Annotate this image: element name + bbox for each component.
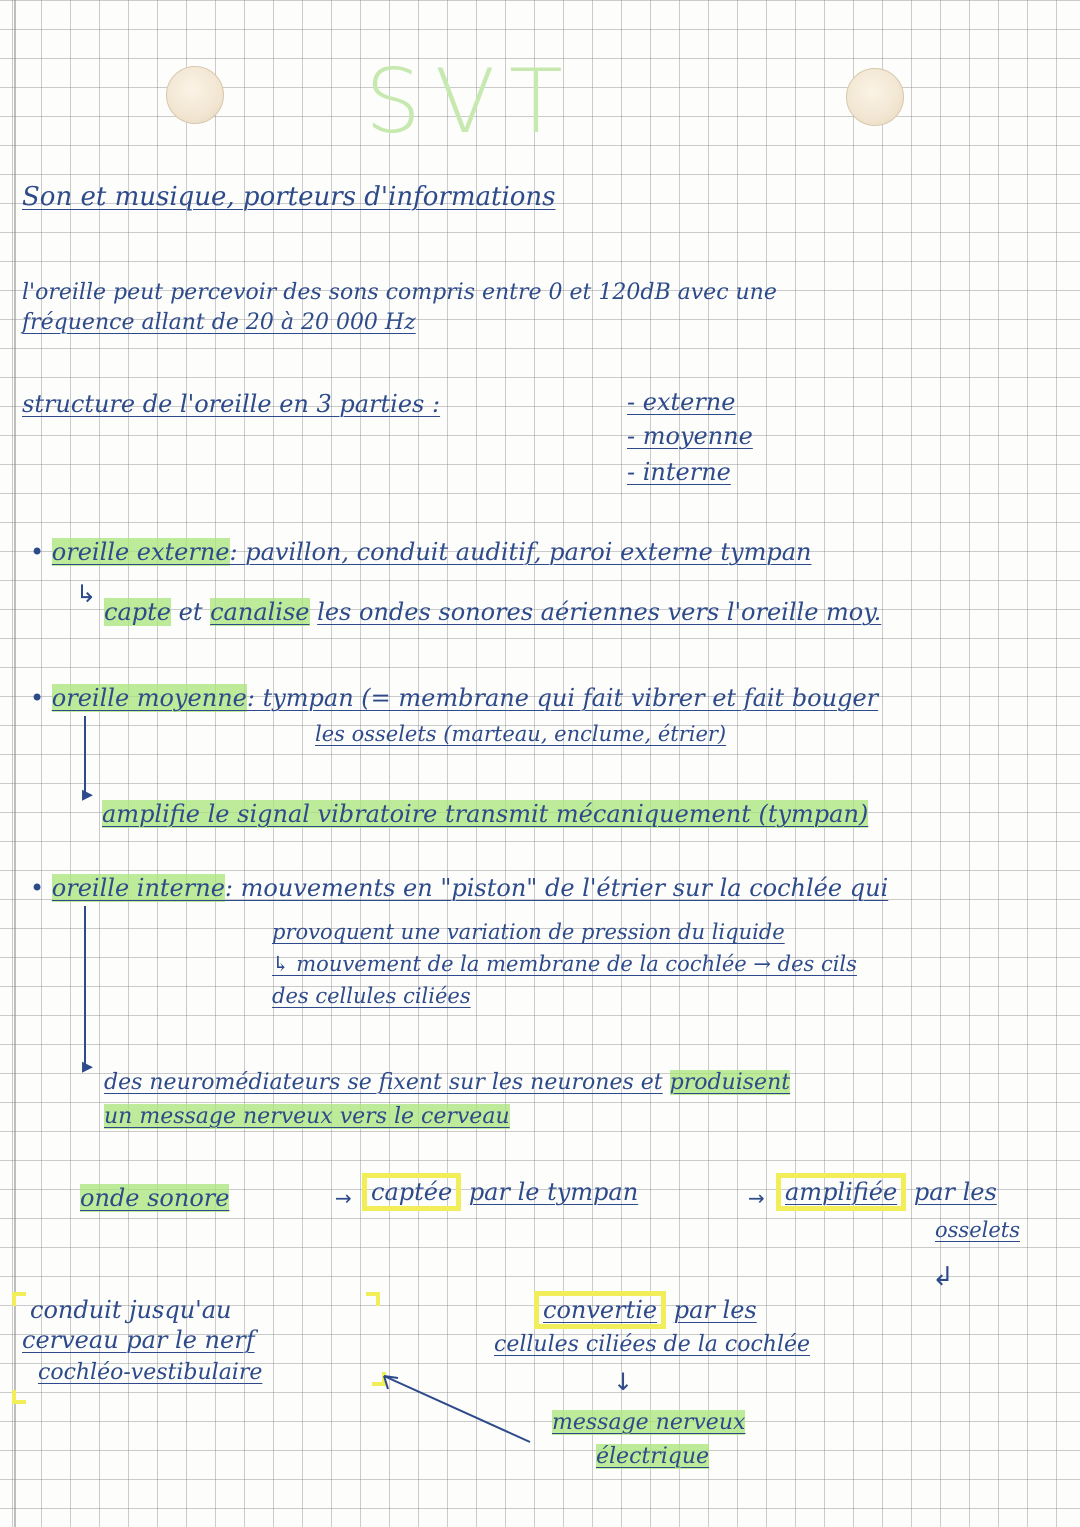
flow-step-convertie-box: convertie — [534, 1291, 666, 1329]
structure-part-moyenne: - moyenne — [627, 422, 753, 450]
interne-result-1a: des neuromédiateurs se fixent sur les neurones et — [104, 1070, 663, 1095]
intro-line-2: fréquence allant de 20 à 20 000 Hz — [22, 310, 416, 335]
interne-result-2-text: un message nerveux vers le cerveau — [104, 1104, 510, 1129]
flow-step-electrique — [596, 1444, 709, 1470]
section-heading: Son et musique, porteurs d'informations — [22, 182, 556, 212]
externe-arrow-icon: ↳ — [76, 580, 97, 608]
flow-step-onde-text: onde sonore — [80, 1184, 230, 1212]
bracket-bottom-left — [12, 1390, 26, 1404]
page-title: SVT — [365, 50, 577, 153]
externe-result — [104, 598, 881, 627]
flow-step-convertie-rest: par les — [673, 1296, 757, 1324]
externe-result-rest: les ondes sonores aériennes vers l'oreille moy. — [317, 598, 882, 626]
flow-step-message — [552, 1410, 745, 1436]
intro-line-1: l'oreille peut percevoir des sons compris entre 0 et 120dB avec une — [22, 280, 777, 305]
interne-desc-1: : mouvements en "piston" de l'étrier sur la cochlée qui — [224, 874, 889, 902]
binder-hole-left — [166, 66, 224, 124]
interne-arrow-icon: ▸ — [82, 1054, 94, 1079]
moyenne-desc-1: : tympan (= membrane qui fait vibrer et fait bouger — [246, 684, 879, 712]
flow-arrow-down-2-icon: ↓ — [613, 1368, 634, 1396]
structure-part-interne: - interne — [627, 458, 731, 486]
flow-arrow-2-icon: → — [748, 1186, 765, 1210]
binder-hole-right — [846, 68, 904, 126]
flow-step-electrique-text: électrique — [596, 1444, 710, 1469]
moyenne-line: • oreille moyenne: tympan (= membrane qui fait vibrer et fait bouger — [30, 684, 879, 712]
externe-line: • oreille externe: pavillon, conduit auditif, paroi externe tympan — [30, 538, 812, 566]
interne-result-2 — [104, 1104, 510, 1130]
flow-step-conduit-1: conduit jusqu'au — [30, 1296, 232, 1324]
externe-desc: : pavillon, conduit auditif, paroi externe tympan — [229, 538, 812, 566]
interne-result-1 — [104, 1070, 790, 1096]
flow-step-cellules: cellules ciliées de la cochlée — [494, 1332, 811, 1357]
moyenne-label: oreille moyenne — [51, 684, 247, 712]
flow-step-amplifiee — [776, 1178, 997, 1207]
flow-step-message-text: message nerveux — [552, 1410, 746, 1435]
structure-part-externe: - externe — [627, 388, 736, 416]
bracket-top-right — [366, 1292, 380, 1306]
externe-result-capte: capte — [104, 598, 171, 626]
flow-step-captee-box: captée — [362, 1173, 461, 1211]
interne-label: oreille interne — [51, 874, 225, 902]
interne-line: • oreille interne: mouvements en "piston" de l'étrier sur la cochlée qui — [30, 874, 889, 902]
externe-label: oreille externe — [51, 538, 230, 566]
moyenne-result — [102, 800, 868, 829]
interne-desc-2: provoquent une variation de pression du liquide — [272, 920, 785, 944]
flow-step-osselets: osselets — [935, 1218, 1020, 1242]
flow-arrow-down-icon: ↲ — [932, 1262, 954, 1292]
interne-connector — [84, 906, 86, 1066]
interne-result-1b: produisent — [669, 1070, 791, 1095]
flow-step-conduit-2: cerveau par le nerf — [22, 1326, 255, 1354]
interne-desc-4: des cellules ciliées — [272, 984, 471, 1008]
moyenne-result-text: amplifie le signal vibratoire transmit mécaniquement (tympan) — [102, 800, 869, 828]
flow-step-amplifiee-rest: par les — [913, 1178, 997, 1206]
flow-arrow-1-icon: → — [335, 1186, 352, 1210]
flow-step-captee — [362, 1178, 638, 1207]
flow-step-convertie — [534, 1296, 757, 1325]
bracket-top-left — [12, 1292, 26, 1306]
moyenne-desc-2: les osselets (marteau, enclume, étrier) — [315, 722, 727, 746]
interne-desc-3: ↳ mouvement de la membrane de la cochlée → des cils — [272, 952, 857, 976]
flow-step-conduit-3: cochléo-vestibulaire — [38, 1360, 263, 1385]
externe-result-canalise: canalise — [210, 598, 310, 626]
flow-arrow-to-conduit-icon — [378, 1370, 538, 1450]
flow-step-onde — [80, 1184, 229, 1213]
structure-lead: structure de l'oreille en 3 parties : — [22, 390, 441, 418]
flow-step-amplifiee-box: amplifiée — [776, 1173, 906, 1211]
moyenne-arrow-icon: ▸ — [82, 782, 94, 807]
flow-step-captee-rest: par le tympan — [468, 1178, 639, 1206]
externe-result-et: et — [178, 598, 203, 626]
